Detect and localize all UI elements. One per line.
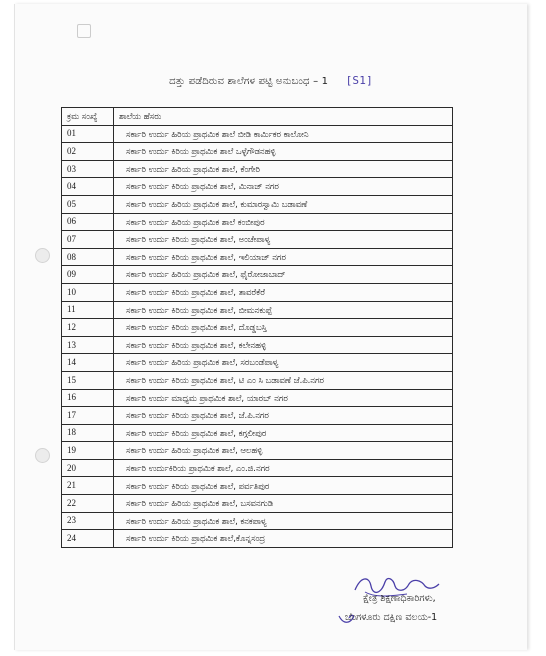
table-row	[62, 512, 453, 530]
corner-mark	[77, 24, 91, 38]
row-school-name: ಸರ್ಕಾರಿ ಉರ್ದು ಕಿರಿಯ ಪ್ರಾಥಮಿಕ ಶಾಲೆ, ಬೀಮನಕುಪ್ಪೆ	[114, 301, 453, 319]
row-serial: 03	[62, 160, 114, 178]
document-title	[15, 74, 527, 87]
row-school-name: ಸರ್ಕಾರಿ ಉರ್ದು ಹಿರಿಯ ಪ್ರಾಥಮಿಕ ಶಾಲೆ, ಕನಕಪಾಳ್ಯ	[114, 512, 453, 530]
table-row	[62, 495, 453, 513]
row-serial: 12	[62, 319, 114, 337]
signatory-designation: ಕ್ಷೇತ್ರ ಶಿಕ್ಷಣಾಧಿಕಾರಿಗಳು,	[363, 593, 436, 604]
row-serial: 09	[62, 266, 114, 284]
table-row	[62, 354, 453, 372]
row-serial: 18	[62, 424, 114, 442]
row-school-name: ಸರ್ಕಾರಿ ಉರ್ದು ಕಿರಿಯ ಪ್ರಾಥಮಿಕ ಶಾಲೆ, ಕಲೇನಹಳ್ಳಿ	[114, 336, 453, 354]
table-row	[62, 477, 453, 495]
row-school-name: ಸರ್ಕಾರಿ ಉರ್ದು ಕಿರಿಯ ಪ್ರಾಥಮಿಕ ಶಾಲೆ, ದೊಡ್ಡಬಸ್ತಿ	[114, 319, 453, 337]
table-row	[62, 459, 453, 477]
table-row	[62, 266, 453, 284]
row-serial: 16	[62, 389, 114, 407]
row-serial: 15	[62, 371, 114, 389]
header-school-name: ಶಾಲೆಯ ಹೆಸರು	[114, 108, 453, 126]
row-school-name: ಸರ್ಕಾರಿ ಉರ್ದು ಹಿರಿಯ ಪ್ರಾಥಮಿಕ ಶಾಲೆ, ಸರಬಂಡೆಪಾಳ್ಯ	[114, 354, 453, 372]
row-school-name: ಸರ್ಕಾರಿ ಉರ್ದು ಕಿರಿಯ ಪ್ರಾಥಮಿಕ ಶಾಲೆ,ಕೊನ್ನಸಂದ್ರ	[114, 530, 453, 548]
table-row	[62, 213, 453, 231]
row-serial: 01	[62, 125, 114, 143]
table-row	[62, 371, 453, 389]
row-school-name: ಸರ್ಕಾರಿ ಉರ್ದು ಕಿರಿಯ ಪ್ರಾಥಮಿಕ ಶಾಲೆ ಒಳ್ಳೆಗೌಡನಹಳ್ಳಿ	[114, 143, 453, 161]
row-serial: 19	[62, 442, 114, 460]
title-text: ದತ್ತು ಪಡೆದಿರುವ ಶಾಲೆಗಳ ಪಟ್ಟಿ ಅನುಬಂಧ – 1	[169, 76, 329, 87]
row-serial: 05	[62, 195, 114, 213]
row-school-name: ಸರ್ಕಾರಿ ಉರ್ದು ಹಿರಿಯ ಪ್ರಾಥಮಿಕ ಶಾಲೆ, ಫೈರೋಜಾಬಾದ್	[114, 266, 453, 284]
row-school-name: ಸರ್ಕಾರಿ ಉರ್ದುಕಿರಿಯ ಪ್ರಾಥಮಿಕ ಶಾಲೆ, ಎಂ.ಜಿ.ನಗರ	[114, 459, 453, 477]
row-serial: 07	[62, 231, 114, 249]
table-body	[62, 125, 453, 547]
row-serial: 06	[62, 213, 114, 231]
row-school-name: ಸರ್ಕಾರಿ ಉರ್ದು ಕಿರಿಯ ಪ್ರಾಥಮಿಕ ಶಾಲೆ, ಟಿ ಎಂ ಸಿ ಬಡಾವಣೆ ಜೆ.ಪಿ.ನಗರ	[114, 371, 453, 389]
row-serial: 21	[62, 477, 114, 495]
row-school-name: ಸರ್ಕಾರಿ ಉರ್ದು ಕಿರಿಯ ಪ್ರಾಥಮಿಕ ಶಾಲೆ, ಕಗ್ಗಲೀಪುರ	[114, 424, 453, 442]
table-row	[62, 442, 453, 460]
table-row	[62, 195, 453, 213]
row-school-name: ಸರ್ಕಾರಿ ಉರ್ದು ಕಿರಿಯ ಪ್ರಾಥಮಿಕ ಶಾಲೆ, ಮಿನಾಜ್ ನಗರ	[114, 178, 453, 196]
table-row	[62, 530, 453, 548]
row-serial: 11	[62, 301, 114, 319]
signatory-block	[345, 589, 437, 627]
table-row	[62, 336, 453, 354]
punch-hole-upper	[35, 248, 50, 263]
table-row	[62, 231, 453, 249]
row-school-name: ಸರ್ಕಾರಿ ಉರ್ದು ಹಿರಿಯ ಪ್ರಾಥಮಿಕ ಶಾಲೆ ಕಂಬೀಪುರ	[114, 213, 453, 231]
row-school-name: ಸರ್ಕಾರಿ ಉರ್ದು ಕಿರಿಯ ಪ್ರಾಥಮಿಕ ಶಾಲೆ, ತಾವರೆಕೆರೆ	[114, 283, 453, 301]
row-serial: 10	[62, 283, 114, 301]
row-school-name: ಸರ್ಕಾರಿ ಉರ್ದು ಕಿರಿಯ ಪ್ರಾಥಮಿಕ ಶಾಲೆ, ಪರ್ವತಿಪುರ	[114, 477, 453, 495]
row-serial: 02	[62, 143, 114, 161]
row-school-name: ಸರ್ಕಾರಿ ಉರ್ದು ಹಿರಿಯ ಪ್ರಾಥಮಿಕ ಶಾಲೆ, ಆಲಹಳ್ಳಿ	[114, 442, 453, 460]
row-serial: 24	[62, 530, 114, 548]
row-school-name: ಸರ್ಕಾರಿ ಉರ್ದು ಹಿರಿಯ ಪ್ರಾಥಮಿಕ ಶಾಲೆ, ಬಸವನಗುಡಿ	[114, 495, 453, 513]
row-serial: 20	[62, 459, 114, 477]
row-school-name: ಸರ್ಕಾರಿ ಉರ್ದು ಹಿರಿಯ ಪ್ರಾಥಮಿಕ ಶಾಲೆ, ಕೆಂಗೇರಿ	[114, 160, 453, 178]
table-row	[62, 319, 453, 337]
row-serial: 14	[62, 354, 114, 372]
row-serial: 17	[62, 407, 114, 425]
reference-tag: [S1]	[345, 74, 373, 87]
table-row	[62, 248, 453, 266]
table-row	[62, 125, 453, 143]
table-row	[62, 143, 453, 161]
row-school-name: ಸರ್ಕಾರಿ ಉರ್ದು ಕಿರಿಯ ಪ್ರಾಥಮಿಕ ಶಾಲೆ, ಜೆ.ಪಿ.ನಗರ	[114, 407, 453, 425]
row-serial: 23	[62, 512, 114, 530]
row-serial: 08	[62, 248, 114, 266]
row-school-name: ಸರ್ಕಾರಿ ಉರ್ದು ಮಾಧ್ಯಮ ಪ್ರಾಥಮಿಕ ಶಾಲೆ, ಯಾರಬ್ ನಗರ	[114, 389, 453, 407]
signatory-office: ಬೆಂಗಳೂರು ದಕ್ಷಿಣ ವಲಯ-1	[345, 612, 438, 623]
table-row	[62, 301, 453, 319]
row-school-name: ಸರ್ಕಾರಿ ಉರ್ದು ಕಿರಿಯ ಪ್ರಾಥಮಿಕ ಶಾಲೆ, ಅಂಚೇಪಾಳ್ಯ	[114, 231, 453, 249]
table-row	[62, 160, 453, 178]
row-school-name: ಸರ್ಕಾರಿ ಉರ್ದು ಹಿರಿಯ ಪ್ರಾಥಮಿಕ ಶಾಲೆ, ಕುಮಾರಸ್ವಾಮಿ ಬಡಾವಣೆ	[114, 195, 453, 213]
schools-table	[61, 107, 453, 548]
row-school-name: ಸರ್ಕಾರಿ ಉರ್ದು ಕಿರಿಯ ಪ್ರಾಥಮಿಕ ಶಾಲೆ, ಇಲಿಯಾಜ್ ನಗರ	[114, 248, 453, 266]
table-row	[62, 178, 453, 196]
table-row	[62, 407, 453, 425]
row-serial: 22	[62, 495, 114, 513]
row-serial: 13	[62, 336, 114, 354]
table-row	[62, 389, 453, 407]
document-page	[14, 4, 527, 650]
row-school-name: ಸರ್ಕಾರಿ ಉರ್ದು ಹಿರಿಯ ಪ್ರಾಥಮಿಕ ಶಾಲೆ ಬೀಡಿ ಕಾರ್ಮಿಕರ ಕಾಲೋನಿ	[114, 125, 453, 143]
header-serial: ಕ್ರಮ ಸಂಖ್ಯೆ	[62, 108, 114, 126]
table-row	[62, 424, 453, 442]
punch-hole-lower	[35, 448, 50, 463]
row-serial: 04	[62, 178, 114, 196]
table-header-row	[62, 108, 453, 126]
table-row	[62, 283, 453, 301]
